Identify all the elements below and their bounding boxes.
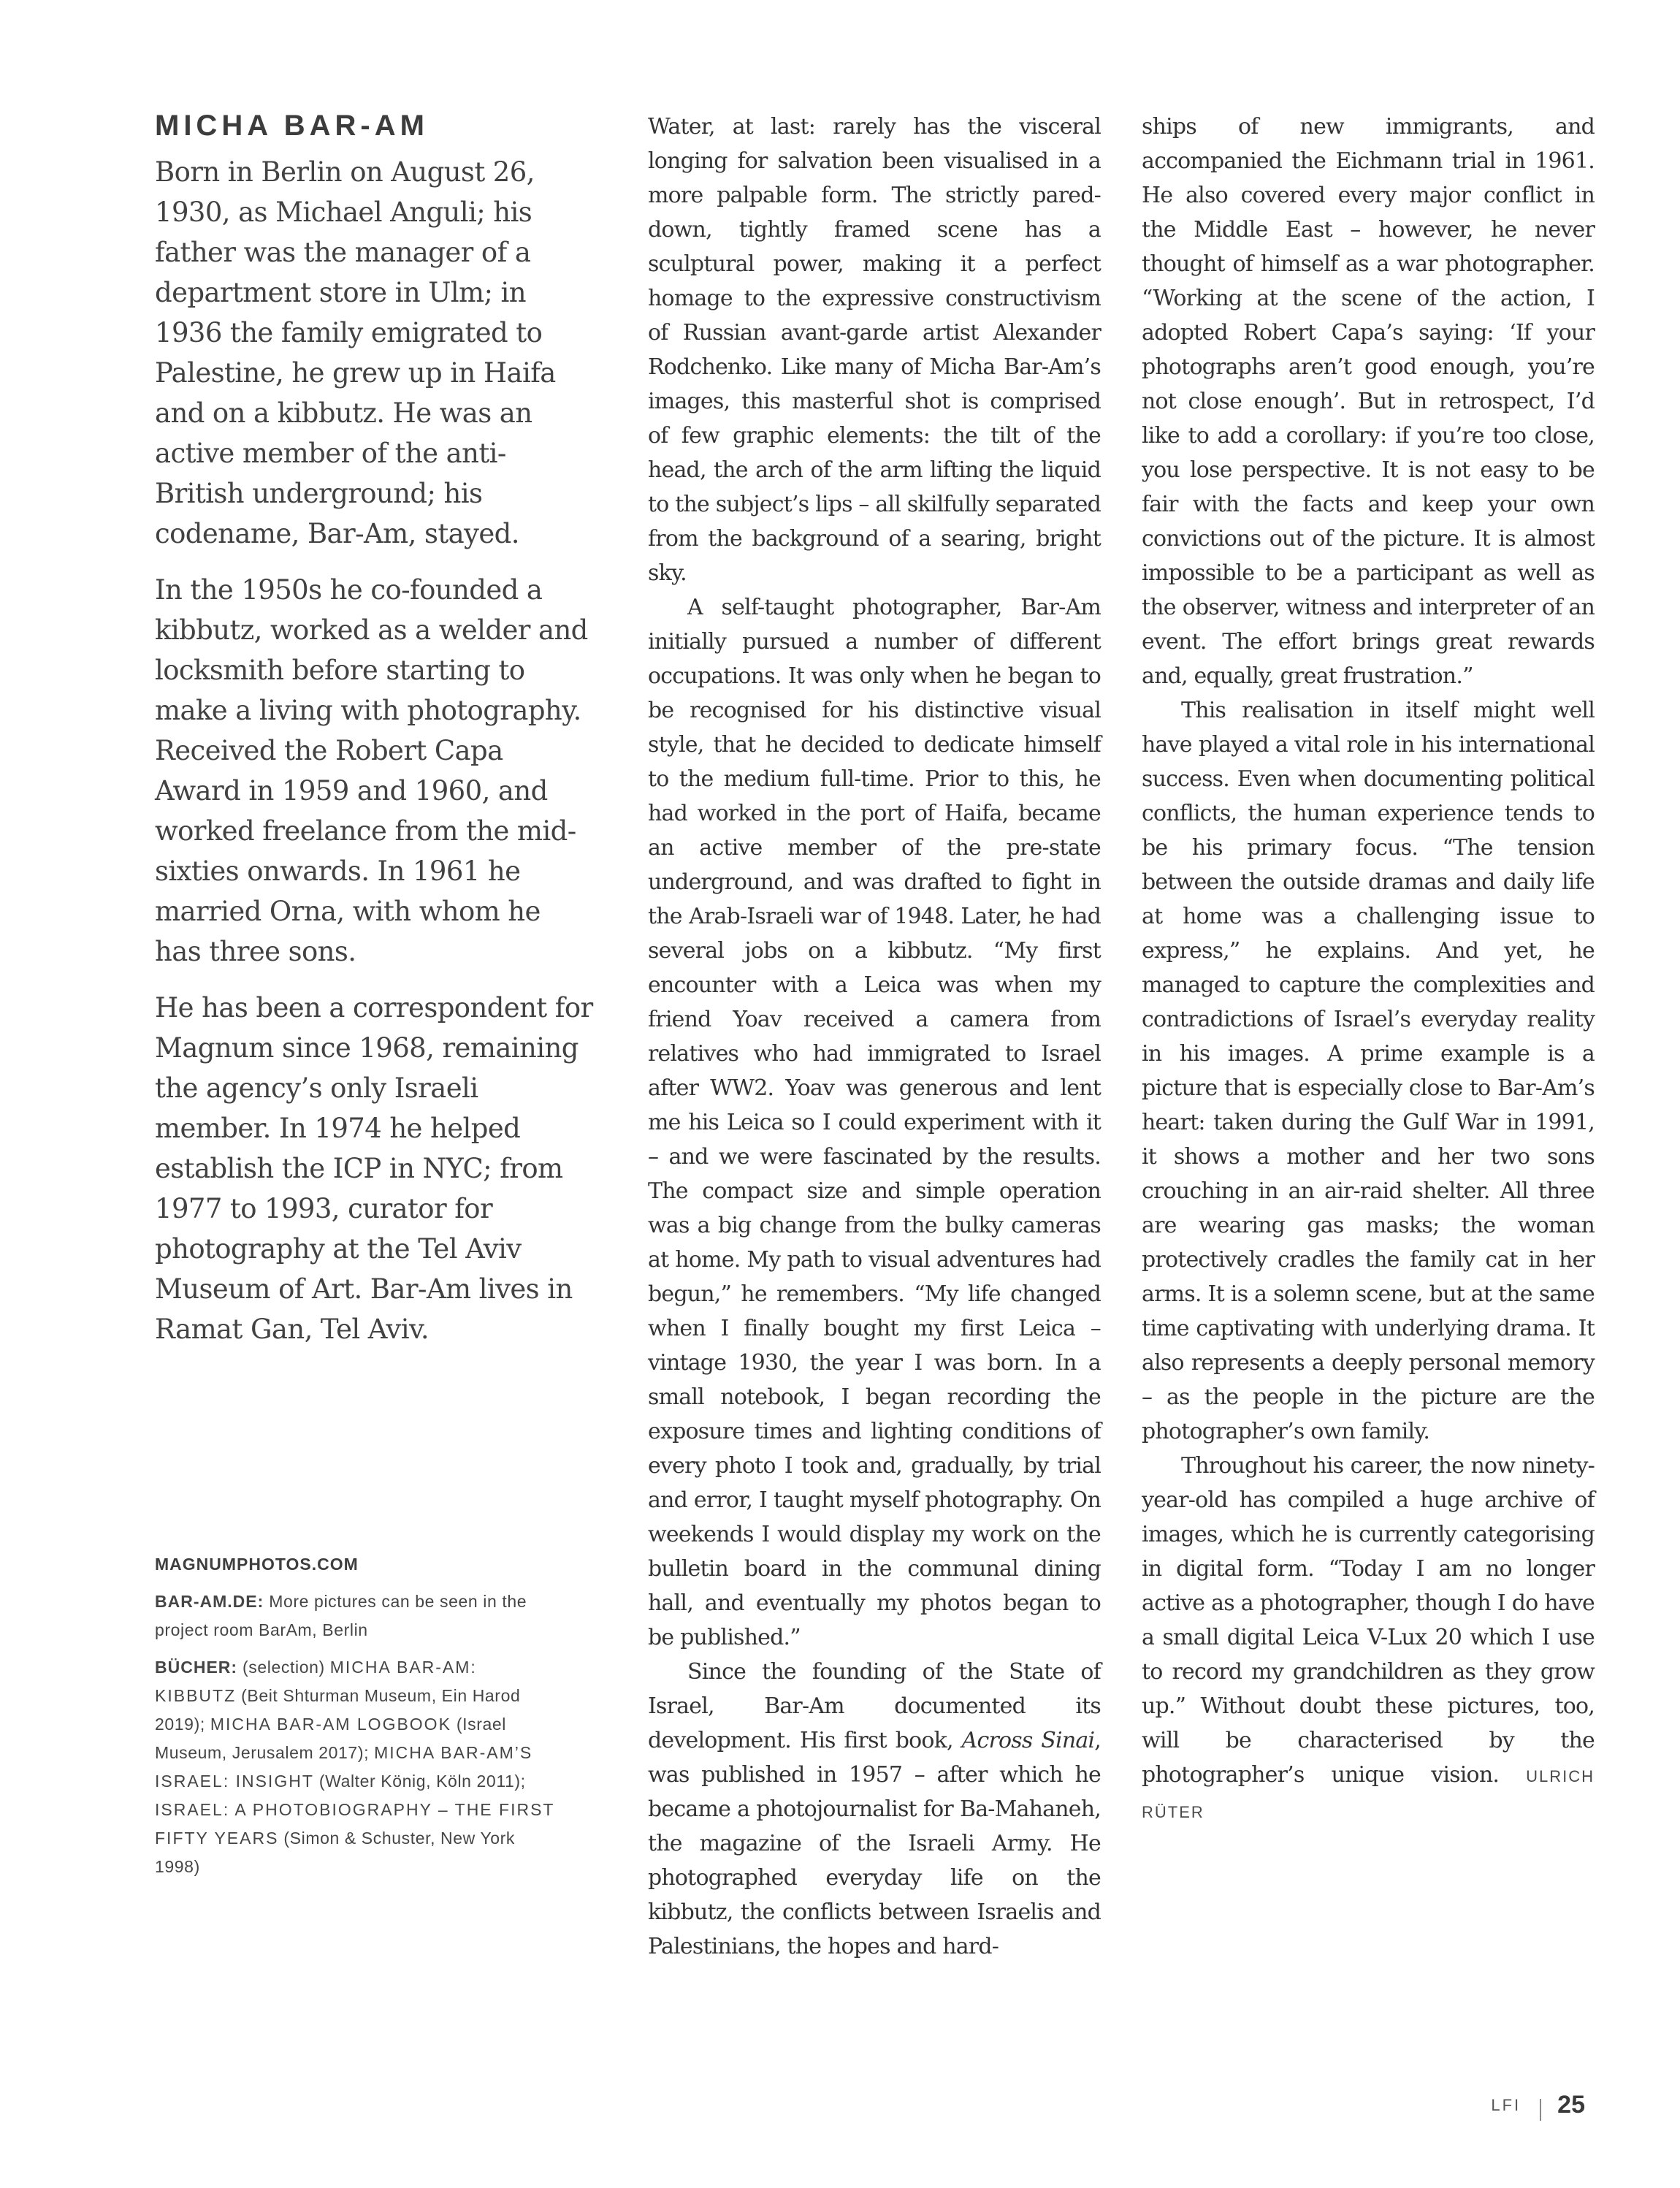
article-text: , was published in 1957 – after which he became a photojournalist for Ba-Mahaneh, the magazine of the Israeli Army. He photographed everyday life on the kibbutz, the conflicts between Israelis and Palestinians, the hopes and hard-: [648, 1728, 1101, 1959]
author-byline: ULRICH RÜTER: [1142, 1767, 1595, 1821]
folio-divider: [1540, 2099, 1541, 2121]
bio-paragraph-magnum: He has been a correspondent for Magnum since 1968, remaining the agency’s only Israeli member. In 1974 he helped establish the ICP in NYC; from 1977 to 1993, curator for photography at the Tel Aviv Museum of Art. Bar-Am lives in Ramat Gan, Tel Aviv.: [155, 992, 593, 1345]
article-paragraph: [1142, 1449, 1595, 1829]
article-text: Throughout his career, the now ninety-year-old has compiled a huge archive of images, which he is currently categorising in digital form. “Today I am no longer active as a photographer, though I do have a small digital Leica V-Lux 20 which I use to record my grandchildren as they grow up.” Without doubt these pictures, too, will be characterised by the photographer’s unique vision.: [1142, 1453, 1595, 1788]
magazine-name: LFI: [1491, 2095, 1521, 2114]
books-list: [155, 1653, 564, 1881]
page-folio: [1491, 2091, 1585, 2119]
bar-am-website-note: [155, 1587, 564, 1644]
article-text: Since the founding of the State of Israel, Bar-Am documented its development. His first book,: [648, 1659, 1101, 1753]
bio-paragraph-career: In the 1950s he co-founded a kibbutz, worked as a welder and locksmith before starting to make a living with photography. Received the Robert Capa Award in 1959 and 1960, and worked freelance from the mid-sixties onwards. In 1961 he married Orna, with whom he has three sons.: [155, 574, 588, 967]
book-title: MICHA BAR-AM LOGBOOK: [210, 1715, 451, 1734]
book-details: (Israel Museum, Jerusalem 2017);: [155, 1715, 507, 1762]
book-details: (Simon & Schuster, New York 1998): [155, 1829, 516, 1876]
book-details: (Walter König, Köln 2011);: [313, 1772, 526, 1791]
book-title-italic: Across Sinai: [961, 1728, 1095, 1753]
books-label: BÜCHER:: [155, 1658, 238, 1677]
bio-paragraph-early-life: Born in Berlin on August 26, 1930, as Michael Anguli; his father was the manager of a department store in Ulm; in 1936 the family emigrated to Palestine, he grew up in Haifa and on a kibbutz. He was an active member of the anti-British underground; his codename, Bar-Am, stayed.: [155, 156, 556, 549]
book-title: MICHA BAR-AM’S ISRAEL: INSIGHT: [155, 1743, 533, 1791]
article-paragraph: This realisation in itself might well have played a vital role in his international success. Even when documenting political conflicts, the human experience tends to be his primary focus. “The tension between the outside dramas and daily life at home was a challenging issue to express,” he explains. And yet, he managed to capture the complexities and contradictions of Israel’s everyday reality in his images. A prime example is a picture that is especially close to Bar-Am’s heart: taken during the Gulf War in 1991, it shows a mother and her two sons crouching in an air-raid shelter. All three are wearing gas masks; the woman protectively cradles the family cat in her arms. It is a solemn scene, but at the same time captivating with underlying drama. It also represents a deeply personal memory – as the people in the picture are the photographer’s own family.: [1142, 698, 1595, 1444]
photographer-bio: [155, 110, 593, 1365]
bar-am-website-text: More pictures can be seen in the project room BarAm, Berlin: [155, 1592, 527, 1639]
sources-box: [155, 1555, 564, 1890]
book-title: ISRAEL: A PHOTOBIOGRAPHY – THE FIRST FIFTY YEARS: [155, 1800, 555, 1848]
book-details: (Beit Shturman Museum, Ein Harod 2019);: [155, 1686, 521, 1734]
books-intro: (selection): [237, 1658, 330, 1677]
bar-am-website-label[interactable]: BAR-AM.DE:: [155, 1592, 264, 1611]
book-title: MICHA BAR-AM: KIBBUTZ: [155, 1658, 477, 1705]
page-number: 25: [1557, 2091, 1585, 2119]
website-link[interactable]: MAGNUMPHOTOS.COM: [155, 1555, 359, 1574]
photographer-name: MICHA BAR-AM: [155, 110, 429, 142]
article-paragraph: A self-taught photographer, Bar-Am initially pursued a number of different occupations. It was only when he began to be recognised for his distinctive visual style, that he decided to dedicate himself to the medium full-time. Prior to this, he had worked in the port of Haifa, became an active member of the pre-state underground, and was drafted to fight in the Arab-Israeli war of 1948. Later, he had several jobs on a kibbutz. “My first encounter with a Leica was when my friend Yoav received a camera from relatives who had immigrated to Israel after WW2. Yoav was generous and lent me his Leica so I could experiment with it – and we were fascinated by the results. The compact size and simple operation was a big change from the bulky cameras at home. My path to visual adventures had begun,” he remembers. “My life changed when I finally bought my first Leica – vintage 1930, the year I was born. In a small notebook, I began recording the exposure times and lighting conditions of every photo I took and, gradually, by trial and error, I taught myself photography. On weekends I would display my work on the bulletin board in the communal dining hall, and eventually my photos began to be published.”: [648, 595, 1101, 1650]
article-paragraph: [648, 1655, 1101, 1964]
article-paragraph: Water, at last: rarely has the visceral longing for salvation been visualised in a more palpable form. The strictly pared-down, tightly framed scene has a sculptural power, making it a perfect homage to the expressive constructivism of Russian avant-garde artist Alexander Rodchenko. Like many of Micha Bar-Am’s images, this masterful shot is comprised of few graphic elements: the tilt of the head, the arch of the arm lifting the liquid to the subject’s lips – all skilfully separated from the background of a searing, bright sky.: [648, 114, 1101, 586]
article-paragraph: ships of new immigrants, and accompanied the Eichmann trial in 1961. He also covered every major conflict in the Middle East – however, he never thought of himself as a war photographer. “Working at the scene of the action, I adopted Robert Capa’s saying: ‘If your photographs aren’t good enough, you’re not close enough’. But in retrospect, I’d like to add a corollary: if you’re too close, you lose perspective. It is not easy to be fair with the facts and keep your own convictions out of the picture. It is almost impossible to be a participant as well as the observer, witness and interpreter of an event. The effort brings great rewards and, equally, great frustration.”: [1142, 114, 1595, 689]
article-column-3: [1142, 110, 1595, 1829]
article-column-2: [648, 110, 1101, 1964]
